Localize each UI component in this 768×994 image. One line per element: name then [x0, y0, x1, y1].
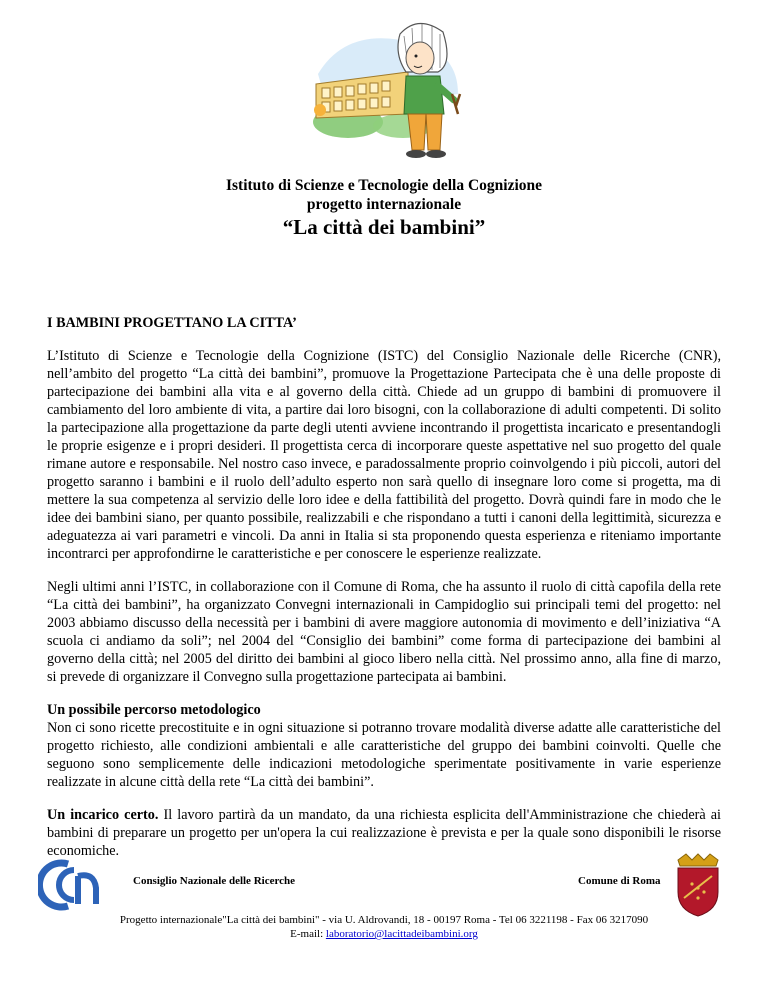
assignment-lead: Un incarico certo. [47, 807, 159, 823]
paragraph-method [47, 701, 721, 791]
method-heading: Un possibile percorso metodologico [47, 702, 261, 718]
roma-label: Comune di Roma [578, 875, 661, 887]
email-link[interactable]: laboratorio@lacittadeibambini.org [325, 928, 478, 940]
document-header [0, 176, 768, 240]
document-body [47, 314, 721, 875]
address-line: Progetto internazionale"La città dei bambini" - via U. Aldrovandi, 18 - 00197 Roma - Tel 06 3221198 - Fax 06 3217090 [119, 914, 649, 926]
project-title: “La città dei bambini” [282, 215, 486, 239]
footer-logos [0, 852, 768, 922]
rome-crest-icon [672, 852, 724, 918]
cnr-logo-icon [38, 858, 102, 912]
assignment-text: Il lavoro partirà da un mandato, da una richiesta esplicita dell'Amministrazione che chiederà ai bambini di preparare un progetto per un'opera la cui realizzazione è prevista e per la quale sono disponibili le risorse economiche. [47, 807, 721, 859]
email-line [0, 927, 768, 941]
footer-address [0, 913, 768, 941]
section-title: I BAMBINI PROGETTANO LA CITTA’ [47, 315, 297, 331]
child-colosseum-illustration [308, 14, 468, 164]
project-label: progetto internazionale [306, 196, 462, 213]
institute-name: Istituto di Scienze e Tecnologie della Cognizione [225, 177, 543, 194]
method-text: Non ci sono ricette precostituite e in ogni situazione si potranno trovare modalità diverse adatte alle caratteristiche del progetto richiesto, alle condizioni ambientali e alle caratteristiche del gruppo dei bambini coinvolti. Quelle che seguono sono semplicemente delle indicazioni metodologiche sperimentate positivamente in varie esperienze realizzate in alcune città della rete “La città dei bambini”. [47, 720, 721, 790]
email-prefix: E-mail: [290, 928, 326, 940]
paragraph-conventions: Negli ultimi anni l’ISTC, in collaborazione con il Comune di Roma, che ha assunto il ruolo di città capofila della rete “La città dei bambini”, ha organizzato Convegni internazionali in Campidoglio sui principali temi del progetto: nel 2003 abbiamo discusso della necessità per i bambini di avere maggiore autonomia di movimento e dell’iniziativa “A scuola ci andiamo da soli”; nel 2004 del “Consiglio dei bambini” come forma di partecipazione dei bambini al governo della città; nel 2005 del diritto dei bambini al gioco libero nella città. Nel prossimo anno, alla fine di marzo, si prevede di organizzare il Convegno sulla progettazione partecipata ai bambini. [47, 579, 721, 685]
paragraph-intro: L’Istituto di Scienze e Tecnologie della Cognizione (ISTC) del Consiglio Nazionale delle Ricerche (CNR), nell’ambito del progetto “La città dei bambini”, promuove la Progettazione Partecipata che è una delle proposte di partecipazione dei bambini alla vita e al governo della città. Chiede ad un gruppo di bambini di promuovere il cambiamento del loro ambiente di vita, a partire dai loro bisogni, con la collaborazione di adulti competenti. Di solito la partecipazione alla progettazione da parte degli utenti avviene incontrando il progettista incaricato e presentandogli le proprie esigenze e i propri desideri. Il progettista cerca di incorporare queste aspettative nel suo progetto del quale rimane autore e responsabile. Nel nostro caso invece, e paradossalmente proprio coinvolgendo i più piccoli, autori del progetto saranno i bambini e il ruolo dell’adulto esperto non sarà quello di insegnare loro come si progetta, ma di mettere la sua competenza al servizio delle loro idee e della fattibilità del progetto. Dovrà quindi fare in modo che le idee dei bambini siano, per quanto possibile, realizzabili e che rispondano a tutti i canoni della legittimità, sicurezza e adeguatezza ai vari parametri e vincoli. Da anni in Italia si sta proponendo questa esperienza e riteniamo importante incontrarci per approfondirne le caratteristiche e per conoscere le esperienze realizzate. [47, 348, 721, 562]
cnr-label: Consiglio Nazionale delle Ricerche [133, 875, 296, 887]
